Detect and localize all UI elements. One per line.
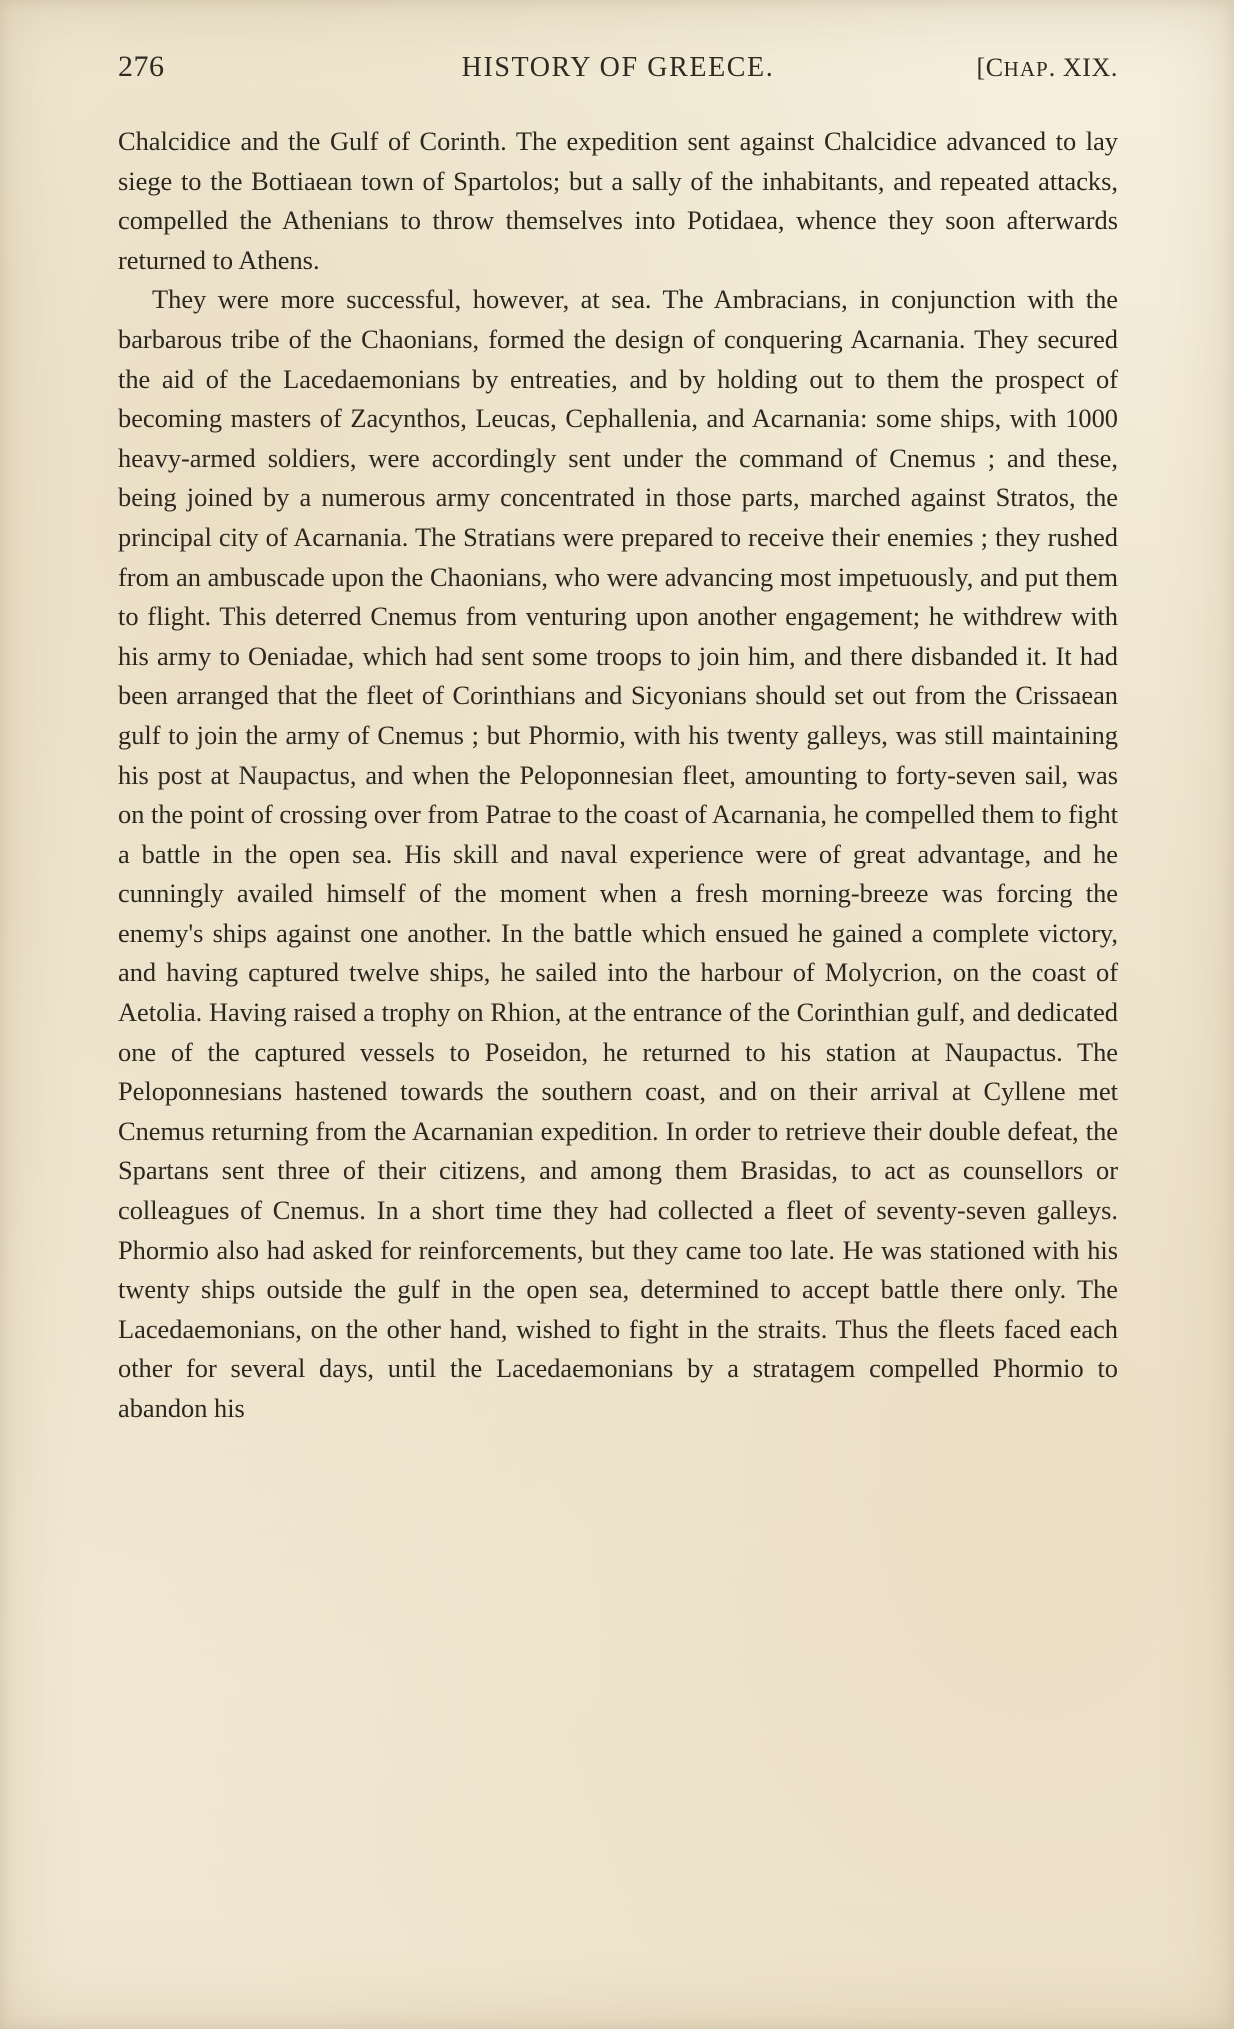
chapter-reference-smallcaps: HAP <box>1003 57 1049 81</box>
paragraph-1: Chalcidice and the Gulf of Corinth. The expedition sent against Chalcidice advanced to lay siege to the Bottiaean town of Spartolos; but a sally of the inhabitants, and repeated attacks, compelled the Athenians to throw themselves into Potidaea, whence they soon afterwards returned to Athens. <box>118 126 1118 275</box>
paragraph-2: They were more successful, however, at sea. The Ambracians, in conjunction with the barbarous tribe of the Chaonians, formed the design of conquering Acarnania. They secured the aid of the Lacedaemonians by entreaties, and by holding out to them the prospect of becoming masters of Zacynthos, Leucas, Cephallenia, and Acarnania: some ships, with 1000 heavy-armed soldiers, were accordingly sent under the command of Cnemus ; and these, being joined by a numerous army concentrated in those parts, marched against Stratos, the principal city of Acarnania. The Stratians were prepared to receive their enemies ; they rushed from an ambuscade upon the Chaonians, who were advancing most impetuously, and put them to flight. This deterred Cnemus from venturing upon another engagement; he withdrew with his army to Oeniadae, which had sent some troops to join him, and there disbanded it. It had been arranged that the fleet of Corinthians and Sicyonians should set out from the Crissaean gulf to join the army of Cnemus ; but Phormio, with his twenty galleys, was still maintaining his post at Naupactus, and when the Peloponnesian fleet, amounting to forty-seven sail, was on the point of crossing over from Patrae to the coast of Acarnania, he compelled them to fight a battle in the open sea. His skill and naval experience were of great advantage, and he cunningly availed himself of the moment when a fresh morning-breeze was forcing the enemy's ships against one another. In the battle which ensued he gained a complete victory, and having captured twelve ships, he sailed into the harbour of Molycrion, on the coast of Aetolia. Having raised a trophy on Rhion, at the entrance of the Corinthian gulf, and dedicated one of the captured vessels to Poseidon, he returned to his station at Naupactus. The Peloponnesians hastened towards the southern coast, and on their arrival at Cyllene met Cnemus returning from the Acarnanian expedition. In order to retrieve their double defeat, the Spartans sent three of their citizens, and among them Brasidas, to act as counsellors or colleagues of Cnemus. In a short time they had collected a fleet of seventy-seven galleys. Phormio also had asked for reinforcements, but they came too late. He was stationed with his twenty ships outside the gulf in the open sea, determined to accept battle there only. The Lacedaemonians, on the other hand, wished to fight in the straits. Thus the fleets faced each other for several days, until the Lacedaemonians by a stratagem compelled Phormio to abandon his <box>118 284 1118 1423</box>
body-text <box>118 122 1118 1429</box>
chapter-reference-open: [C <box>976 53 1004 82</box>
chapter-reference <box>976 53 1118 83</box>
running-head <box>118 50 1118 96</box>
chapter-reference-close: . XIX. <box>1048 53 1118 82</box>
page-content <box>118 50 1118 1429</box>
running-head-title: HISTORY OF GREECE. <box>461 52 775 83</box>
page-number: 276 <box>118 50 165 83</box>
